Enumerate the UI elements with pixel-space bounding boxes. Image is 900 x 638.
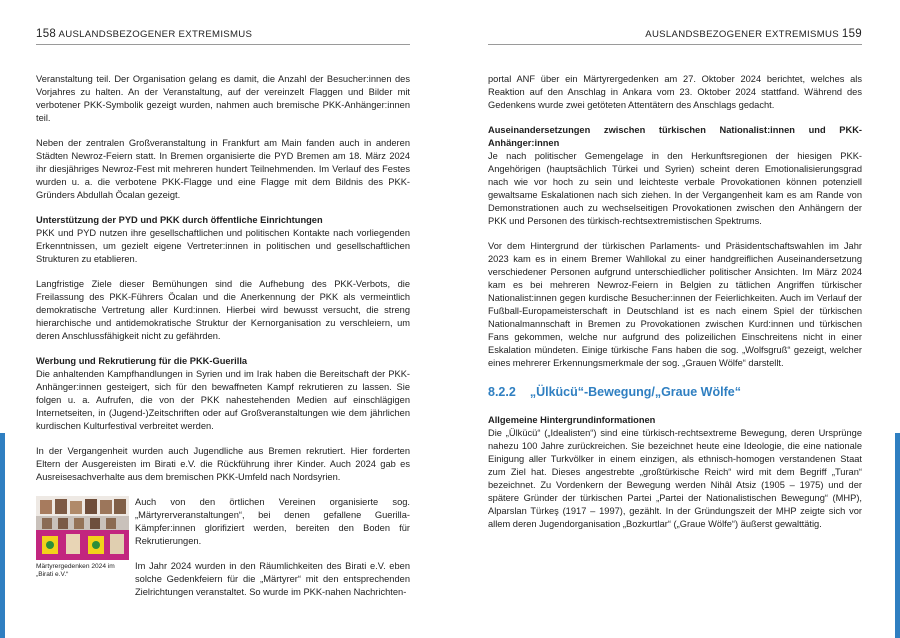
running-head: AUSLANDSBEZOGENER EXTREMISMUS bbox=[58, 29, 253, 40]
paragraph: Neben der zentralen Großveranstaltung in Frankfurt am Main fanden auch in anderen Städten Newroz-Feiern statt. In Bremen organisierte die PYD Bremen am 18. März 2024 ihr diesjähriges Newroz-Fest mit mehreren hundert Teilnehmenden. Im Verlauf des Festes wurden u. a. die verbotene PKK-Flagge und eine Flagge mit dem Bildnis des PKK-Gründers Abdullah Öcalan gezeigt. bbox=[36, 138, 410, 200]
text-column bbox=[488, 73, 862, 543]
section-title-text: „Ülkücü“-Bewegung/„Graue Wölfe“ bbox=[529, 385, 741, 399]
right-page bbox=[450, 0, 900, 638]
page-edge-marker bbox=[0, 433, 5, 638]
header-rule bbox=[488, 44, 862, 45]
figure-caption: Märtyrergedenken 2024 im „Birati e.V.“ bbox=[36, 563, 115, 578]
section-number: 8.2.2 bbox=[488, 385, 516, 399]
subheading: Auseinandersetzungen zwischen türkischen Nationalist:innen und PKK-Anhänger:innen bbox=[488, 125, 862, 148]
page-number: 158 bbox=[36, 28, 57, 40]
subheading: Allgemeine Hintergrundinformationen bbox=[488, 415, 656, 425]
paragraph: Langfristige Ziele dieser Bemühungen sind die Aufhebung des PKK-Verbots, die Freilassung des PKK-Führers Öcalan und die Anerkennung der PKK als vermeintlich demokratische Vertretung aller Kurd:innen. Hierbei wird bewusst versucht, die streng hierarchische und antidemokratische Struktur der Kernorganisation zu verschleiern, um deren Anschlussfähigkeit nicht zu gefährden. bbox=[36, 279, 410, 341]
paragraph: Vor dem Hintergrund der türkischen Parlaments- und Präsidentschaftswahlen im Jahr 2023 kam es in einem Bremer Wahllokal zu einer handgreiflichen Auseinandersetzung verschiedener Personen aufgrund unterschiedlicher politischer Ansichten. Im März 2024 kam es bei mehreren Newroz-Feiern in Belgien zu tätlichen Angriffen türkischer Nationalist:innen gegen kurdische Besucher:innen der Feierlichkeiten. Auch im Verlauf der Fußball-Europameisterschaft in Deutschland ist es nach einem Spiel der türkischen Nationalmannschaft in Bremen zu Provokationen zwischen Kurd:innen und türkischen Fans gekommen, welche nur aufgrund des polizeilichen Einschreitens nicht in einer Eskalation mündeten. Einige türkische Fans haben die sog. „Wolfsgruß“ gezeigt, welcher eines mehrerer Erkennungsmerkmale der sog. „Grauen Wölfe“ darstellt. bbox=[488, 241, 862, 368]
paragraph: PKK und PYD nutzen ihre gesellschaftlichen und politischen Kontakte nach vorliegenden Erkenntnissen, um gezielt eigene Vertreter:innen in politischen und gesellschaftlichen Strukturen zu etablieren. bbox=[36, 228, 410, 264]
paragraph: In der Vergangenheit wurden auch Jugendliche aus Bremen rekrutiert. Hier forderten Eltern der Ausgereisten im Birati e.V. die Rückführung ihrer Kinder. Auch 2024 gab es Ausreisesachverhalte aus dem bremischen PKK-Umfeld nach Nordsyrien. bbox=[36, 446, 410, 482]
figure-row bbox=[36, 496, 410, 611]
paragraph: Auch von den örtlichen Vereinen organisierte sog. „Märtyrerveranstaltungen“, bei denen gefallene Guerilla-Kämpfer:innen glorifiziert werden, bereiten den Boden für Rekrutierungen. bbox=[135, 497, 410, 546]
subheading: Unterstützung der PYD und PKK durch öffentliche Einrichtungen bbox=[36, 215, 323, 225]
page-edge-marker bbox=[895, 433, 900, 638]
subheading: Werbung und Rekrutierung für die PKK-Guerilla bbox=[36, 356, 248, 366]
memorial-photo bbox=[36, 496, 129, 560]
section-title bbox=[488, 386, 862, 399]
page-number: 159 bbox=[841, 28, 862, 40]
running-header bbox=[645, 28, 862, 40]
paragraph: Veranstaltung teil. Der Organisation gelang es damit, die Anzahl der Besucher:innen des Vorjahres zu halten. An der Veranstaltung, auf der vereinzelt Flaggen und Bilder mit verbotener PKK-Symbolik gezeigt wurden, nahmen auch bremische PKK-Anhänger:innen teil. bbox=[36, 74, 410, 123]
paragraph: Die „Ülkücü“ („Idealisten“) sind eine türkisch-rechtsextreme Bewegung, deren Ursprünge nahezu 100 Jahre zurückreichen. Sie bezeichnet heute eine Ideologie, die eine nationale Einigung aller Turkvölker in einem einzigen, als ethnisch-homogen verstandenen Staat zum Ziel hat. Dieses angestrebte „großtürkische Reich“ wird mit dem Begriff „Turan“ bezeichnet. Zu Vordenkern der Bewegung werden Nihâl Atsiz (1905 – 1975) und der spätere Gründer der türkischen Partei „Partei der Nationalistischen Bewegung“ (MHP), Alparslan Türkeş (1917 – 1997), gezählt. In der Gründungszeit der MHP zeigte sich vor allem deren Jugendorganisation „Bozkurtlar“ („Graue Wölfe“) äußerst gewalttätig. bbox=[488, 428, 862, 529]
paragraph: Die anhaltenden Kampfhandlungen in Syrien und im Irak haben die Bereitschaft der PKK-Anhänger:innen gesteigert, sich für den bewaffneten Kampf rekrutieren zu lassen. Sie folgen u. a. Aufrufen, die von der PKK nahestehenden Medien auf einschlägigen Internetseiten, in (Jugend-)Zeitschriften oder auf Großveranstaltungen wie dem jährlichen kurdischen Kulturfestival verbreitet werden. bbox=[36, 369, 410, 431]
figure-adjacent-text bbox=[135, 496, 410, 611]
running-head: AUSLANDSBEZOGENER EXTREMISMUS bbox=[645, 29, 839, 40]
text-column bbox=[36, 73, 410, 611]
header-rule bbox=[36, 44, 410, 45]
paragraph: Im Jahr 2024 wurden in den Räumlichkeiten des Birati e.V. eben solche Gedenkfeiern für die „Märtyrer“ mit den entsprechenden Zielrichtungen veranstaltet. So wurde im PKK-nahen Nachrichten- bbox=[135, 561, 410, 597]
paragraph: Je nach politischer Gemengelage in den Herkunftsregionen der hiesigen PKK-Angehörigen (hauptsächlich Türkei und Syrien) scheint deren Emotionalisierungsgrad nach wie vor hoch zu sein und leichteste verbale Provokationen können potenziell gewaltsame Eskalationen nach sich ziehen. In der Vergangenheit kam es am Rande von Demonstrationen auch zu wechselseitigen Provokationen zwischen den Anhängern der PKK und Personen des türkisch-rechtsextremistischen Spektrums. bbox=[488, 151, 862, 226]
paragraph: portal ANF über ein Märtyrergedenken am 27. Oktober 2024 berichtet, welches als Reaktion auf den Anschlag in Ankara vom 23. Oktober 2024 stattfand. Während des Gedenkens wurde zwei getöteten Attentätern des Anschlags gedacht. bbox=[488, 74, 862, 110]
running-header bbox=[36, 28, 252, 40]
figure bbox=[36, 496, 129, 579]
